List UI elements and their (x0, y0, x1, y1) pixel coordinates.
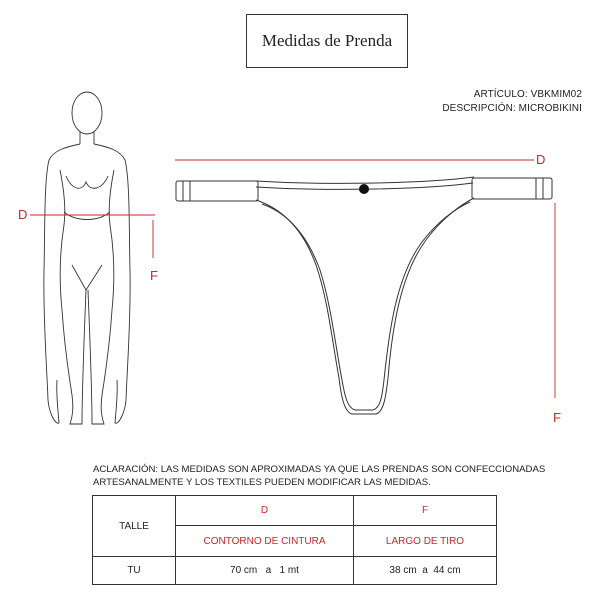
row-size: TU (93, 557, 176, 585)
right-strap (472, 178, 552, 199)
body-chest (66, 176, 108, 188)
row-f-value: 38 cm a 44 cm (354, 557, 497, 585)
col-d-code: D (176, 496, 354, 526)
body-right-outline (94, 144, 130, 423)
disclaimer-note: ACLARACIÓN: LAS MEDIDAS SON APROXIMADAS YA QUE LAS PRENDAS SON CONFECCIONADAS ARTESANALMENTE Y LOS TEXTILES PUEDEN MODIFICAR LAS MEDIDAS. (93, 464, 546, 488)
body-right-leg (88, 170, 114, 424)
col-d-name: CONTORNO DE CINTURA (176, 526, 354, 557)
body-head (72, 92, 102, 134)
article-code: ARTÍCULO: VBKMIM02 (473, 89, 582, 100)
front-bow-icon (359, 184, 369, 194)
body-label-f: F (150, 268, 158, 283)
page-title: Medidas de Prenda (246, 14, 408, 68)
size-header: TALLE (93, 496, 176, 557)
article-description: DESCRIPCIÓN: MICROBIKINI (442, 103, 582, 114)
row-d-value: 70 cm a 1 mt (176, 557, 354, 585)
col-f-code: F (354, 496, 497, 526)
body-waist (64, 212, 110, 220)
garment-label-f: F (553, 410, 561, 425)
left-strap (176, 181, 258, 201)
body-left-outline (44, 144, 80, 423)
size-table (92, 495, 497, 585)
waistband-top (256, 177, 474, 183)
body-silhouette (44, 92, 130, 424)
garment-label-d: D (536, 152, 546, 167)
microbikini-outline (176, 177, 552, 414)
body-left-leg (60, 170, 86, 424)
body-hip (72, 265, 102, 290)
col-f-name: LARGO DE TIRO (354, 526, 497, 557)
body-panel (256, 198, 474, 414)
body-label-d: D (18, 207, 28, 222)
